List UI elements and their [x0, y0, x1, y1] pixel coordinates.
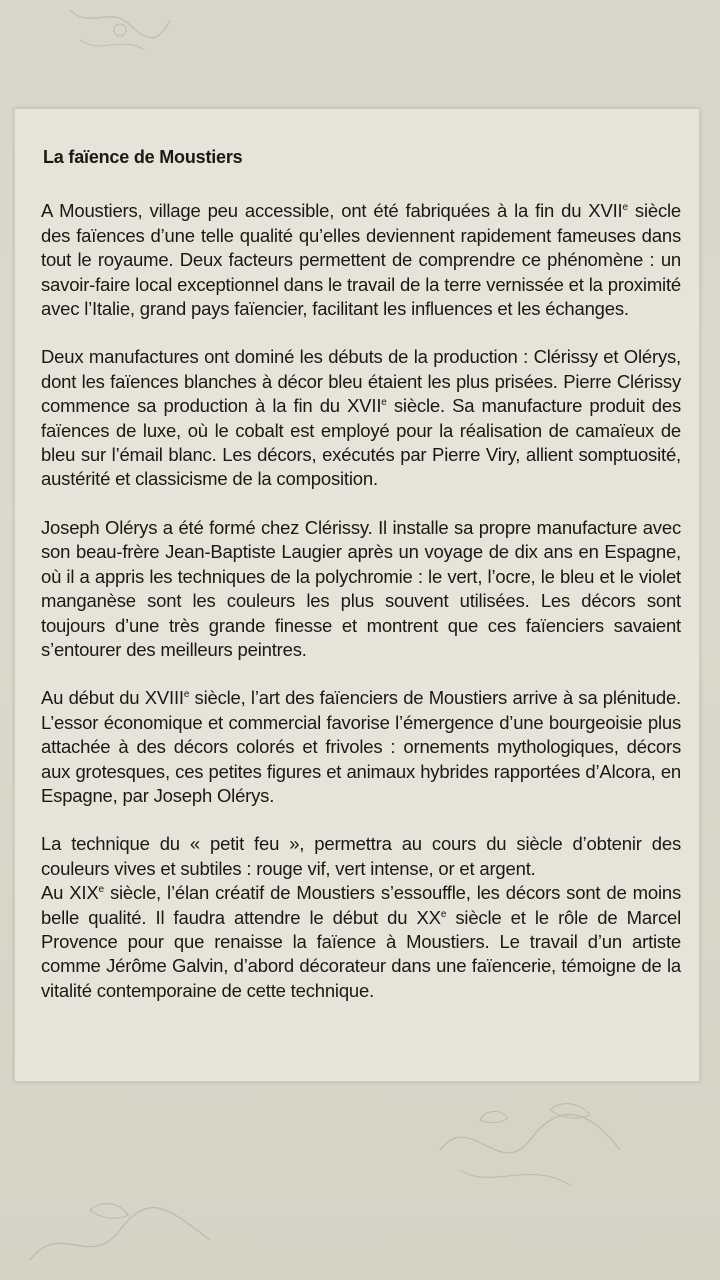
- superscript: e: [622, 202, 628, 214]
- paragraph-text: Au XIX: [41, 882, 99, 904]
- panel-paragraphs: [41, 199, 681, 1003]
- info-panel: [14, 108, 700, 1082]
- superscript: e: [440, 908, 447, 920]
- paragraph-text: Deux manufactures ont dominé les débuts de la production : Clérissy et Olérys, dont les faïences blanches à décor bleu étaient les plus prisées. Pierre Clérissy commence sa production à la fin du XVII: [41, 346, 681, 417]
- paragraph-text: Joseph Olérys a été formé chez Clérissy. Il installe sa propre manufacture avec son beau-frère Jean-Baptiste Laugier après un voyage de dix ans en Espagne, où il a appris les techniques de la polychromie : le vert, l’ocre, le bleu et le violet manganèse sont les couleurs les plus souvent utilisées. Les décors sont toujours d’une très grande finesse et montrent que ces faïenciers savaient s’entourer des meilleurs peintres.: [41, 516, 681, 660]
- paragraph-text: siècle, l’élan créatif de Moustiers s’essouffle, les décors sont de moins belle qualité. Il faudra attendre le début du XX: [41, 882, 681, 928]
- panel-text: [41, 145, 681, 1027]
- wall-ornament-drawing: [60, 0, 180, 70]
- paragraph-text: La technique du « petit feu », permettra au cours du siècle d’obtenir des couleurs vives et subtiles : rouge vif, vert intense, or et argent.: [41, 833, 681, 879]
- panel-paragraph: [41, 199, 681, 321]
- paragraph-text: A Moustiers, village peu accessible, ont été fabriquées à la fin du XVII: [41, 200, 623, 222]
- panel-title: La faïence de Moustiers: [43, 147, 243, 167]
- panel-paragraph: [41, 832, 681, 881]
- paragraph-text: siècle. Sa manufacture produit des faïences de luxe, où le cobalt est employé pour la réalisation de camaïeux de bleu sur l’émail blanc. Les décors, exécutés par Pierre Viry, allient somptuosité, austérité et classicisme de la composition.: [41, 395, 681, 490]
- paragraph-text: siècle des faïences d’une telle qualité qu’elles deviennent rapidement fameuses dans tout le royaume. Deux facteurs permettent de comprendre ce phénomène : un savoir-faire local exceptionnel dans le travail de la terre vernissée et la proximité avec l’Italie, grand pays faïencier, facilitant les influences et les échanges.: [41, 200, 681, 320]
- paragraph-text: siècle et le rôle de Marcel Provence pour que renaisse la faïence à Moustiers. Le travail d’un artiste comme Jérôme Galvin, d’abord décorateur dans une faïencerie, témoigne de la vitalité contemporaine de cette technique.: [41, 906, 681, 1001]
- paragraph-text: siècle, l’art des faïenciers de Moustiers arrive à sa plénitude. L’essor économique et commercial favorise l’émergence d’une bourgeoisie plus attachée à des décors colorés et frivoles : ornements mythologiques, décors aux grotesques, ces petites figures et animaux hybrides rapportées d’Alcora, en Espagne, par Joseph Olérys.: [41, 687, 681, 806]
- wall-ornament-drawing-bottom-right: [420, 1090, 640, 1200]
- superscript: e: [381, 397, 387, 409]
- panel-paragraph: [41, 345, 681, 491]
- panel-paragraph: [41, 686, 681, 808]
- paragraph-text: Au début du XVIII: [41, 687, 184, 709]
- superscript: e: [98, 884, 104, 895]
- panel-paragraph: [41, 881, 681, 1003]
- panel-paragraph: [41, 516, 681, 662]
- wall-ornament-drawing-bottom-left: [20, 1190, 220, 1280]
- superscript: e: [183, 689, 190, 701]
